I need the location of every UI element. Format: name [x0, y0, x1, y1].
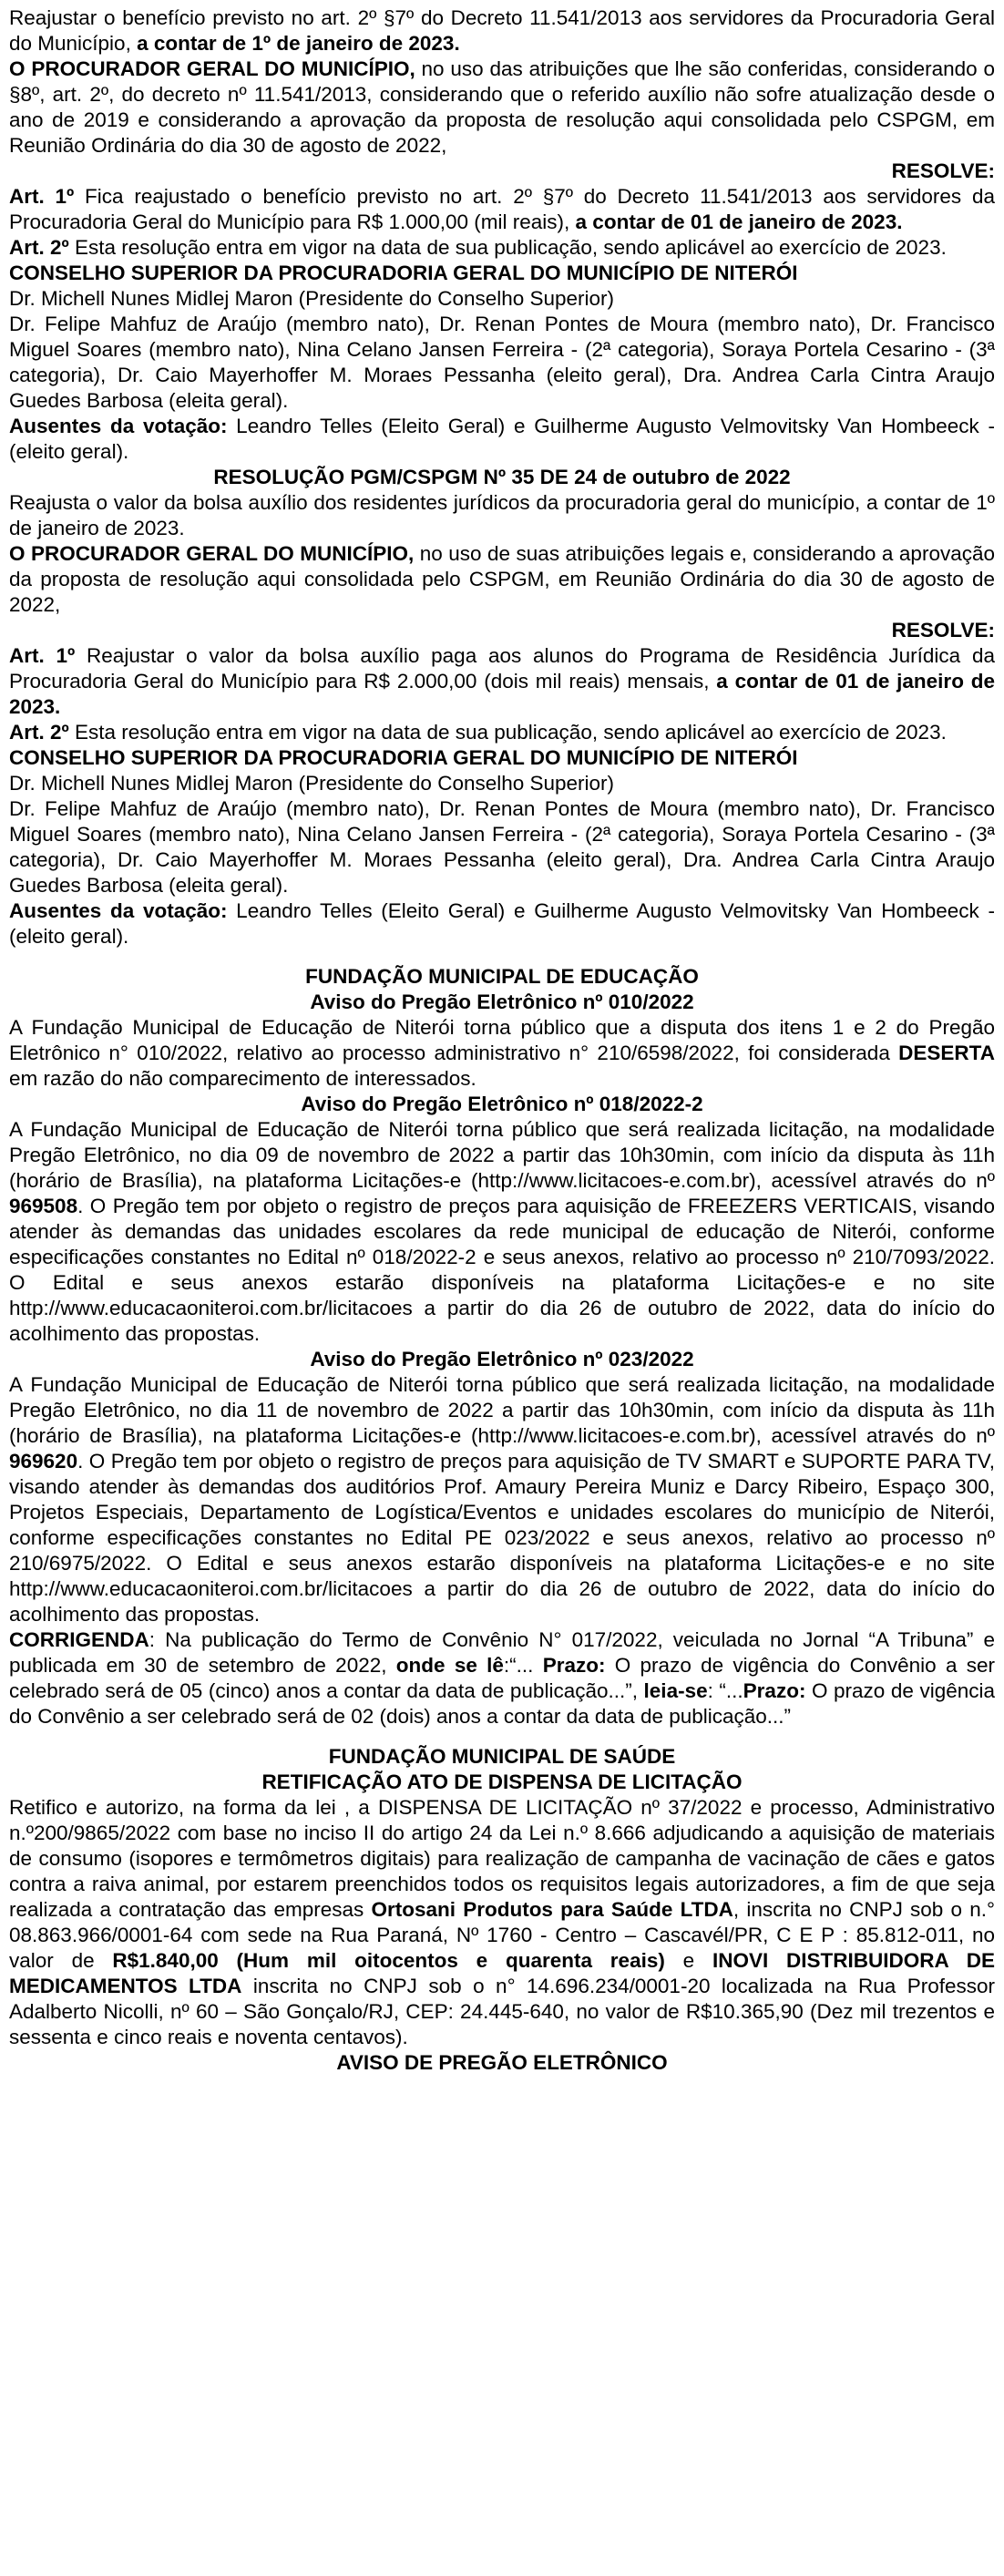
bold-text-run: onde se lê	[395, 1654, 504, 1677]
text-run: , inscrita no CNPJ sob o n.° 08.863.966/0001-64 com sede na Rua Paraná, Nº 1760 - Centro – Cascavél/PR, C E P : 85.812-011, no valor de	[9, 1898, 995, 1972]
text-run: Retifico e autorizo, na forma da lei , a DISPENSA DE LICITAÇÃO nº 37/2022 e processo, Administrativo n.º200/9865/2022 com base no inciso II do artigo 24 da Lei n.º 8.666 adjudicando a aquisição de materiais de consumo (isopores e termômetros digitais) para realização de campanha de vacinação de cães e gatos contra a raiva animal, por estarem preenchidos todos os requisitos legais autorizadores, a fim de que seja realizada a contratação das empresas	[9, 1796, 995, 1921]
text-run: inscrita no CNPJ sob o n° 14.696.234/0001-20 localizada na Rua Professor Adalberto Nicolli, nº 60 – São Gonçalo/RJ, CEP: 24.445-640, no valor de R$10.365,90 (Dez mil trezentos e sessenta e cinco reais e noventa centavos).	[9, 1975, 995, 2048]
bold-text-run: CORRIGENDA	[9, 1628, 149, 1651]
bold-text-run: 969620	[9, 1450, 78, 1473]
s4-next-title: AVISO DE PREGÃO ELETRÔNICO	[336, 2051, 668, 2074]
bold-text-run: Art. 1º	[9, 185, 75, 208]
bold-text-run: Art. 1º	[9, 644, 76, 667]
s3-org-heading: FUNDAÇÃO MUNICIPAL DE EDUCAÇÃO	[305, 965, 699, 988]
s2-members: Dr. Felipe Mahfuz de Araújo (membro nato), Dr. Renan Pontes de Moura (membro nato), Dr. Francisco Miguel Soares (membro nato), Nina Celano Jansen Ferreira - (2ª categoria), Soraya Portela Cesarino - (3ª categoria), Dr. Caio Mayerhoffer M. Moraes Pessanha (eleito geral), Dra. Andrea Carla Cintra Araujo Guedes Barbosa (eleita geral).	[9, 797, 995, 897]
s2-resolve: RESOLVE:	[891, 619, 995, 641]
text-run: . O Pregão tem por objeto o registro de preços para aquisição de TV SMART e SUPORTE PARA TV, visando atender às demandas dos auditórios Prof. Amaury Pereira Muniz e Darcy Ribeiro, Espaço 300, Projetos Especiais, Departamento de Logística/Eventos e unidades escolares do município de Niterói, conforme especificações constantes no Edital PE 023/2022 e seus anexos, relativo ao processo nº 210/6975/2022. O Edital e seus anexos estarão disponíveis na plataforma Licitações-e e no site http://www.educacaoniteroi.com.br/licitacoes a partir do dia 26 de outubro de 2022, data do início do acolhimento das propostas.	[9, 1450, 995, 1626]
text-run: Fica reajustado o benefício previsto no art. 2º §7º do Decreto 11.541/2013 aos servidores da Procuradoria Geral do Município para R$ 1.000,00 (mil reais),	[9, 185, 995, 233]
text-run: A Fundação Municipal de Educação de Niterói torna público que será realizada licitação, na modalidade Pregão Eletrônico, no dia 09 de novembro de 2022 a partir das 10h30min, com início da disputa às 11h (horário de Brasília), na plataforma Licitações-e (http://www.licitacoes-e.com.br), acessível através do nº	[9, 1118, 995, 1192]
bold-text-run: INOVI DISTRIBUIDORA DE MEDICAMENTOS LTDA	[9, 1949, 995, 1997]
text-run: e	[664, 1949, 712, 1972]
s3-notice-1-title: Aviso do Pregão Eletrônico nº 010/2022	[310, 990, 694, 1013]
text-run: Reajustar o benefício previsto no art. 2º §7º do Decreto 11.541/2013 aos servidores da Procuradoria Geral do Município,	[9, 6, 995, 55]
s1-president: Dr. Michell Nunes Midlej Maron (Presidente do Conselho Superior)	[9, 287, 615, 310]
bold-text-run: a contar de 01 de janeiro de 2023.	[575, 210, 903, 233]
text-run: . O Pregão tem por objeto o registro de preços para aquisição de FREEZERS VERTICAIS, visando atender às demandas das unidades escolares da rede municipal de educação de Niterói, conforme especificações constantes no Edital nº 018/2022-2 e seus anexos, relativo ao processo nº 210/7093/2022. O Edital e seus anexos estarão disponíveis na plataforma Licitações-e e no site http://www.educacaoniteroi.com.br/licitacoes a partir do dia 26 de outubro de 2022, data do início do acolhimento das propostas.	[9, 1195, 995, 1345]
s4-body	[9, 1795, 995, 2050]
s1-article-2	[9, 235, 995, 261]
text-run: no uso de suas atribuições legais e, considerando a aprovação da proposta de resolução aqui consolidada pelo CSPGM, em Reunião Ordinária do dia 30 de agosto de 2022,	[9, 542, 995, 616]
bold-text-run: leia-se	[643, 1679, 708, 1702]
s2-president: Dr. Michell Nunes Midlej Maron (Presidente do Conselho Superior)	[9, 772, 615, 795]
s3-notice-1-body	[9, 1015, 995, 1092]
text-run: : Na publicação do Termo de Convênio N° 017/2022, veiculada no Jornal “A Tribuna” e publicada em 30 de setembro de 2022,	[9, 1628, 995, 1677]
bold-text-run: a contar de 1º de janeiro de 2023.	[137, 32, 460, 55]
bold-text-run: Ausentes da votação:	[9, 899, 228, 922]
text-run: : “...	[707, 1679, 743, 1702]
s2-article-2	[9, 720, 995, 745]
s1-paragraph-1	[9, 5, 995, 56]
s3-notice-2-body	[9, 1117, 995, 1347]
bold-text-run: O PROCURADOR GERAL DO MUNICÍPIO,	[9, 542, 415, 565]
s2-article-1	[9, 643, 995, 720]
text-run: no uso das atribuições que lhe são conferidas, considerando o §8º, art. 2º, do decreto nº 11.541/2013, considerando que o referido auxílio não sofre atualização desde o ano de 2019 e considerando a aprovação da proposta de resolução aqui consolidada pelo CSPGM, em Reunião Ordinária do dia 30 de agosto de 2022,	[9, 57, 995, 157]
text-run: :“...	[503, 1654, 543, 1677]
text-run: Reajustar o valor da bolsa auxílio paga aos alunos do Programa de Residência Jurídica da Procuradoria Geral do Município para R$ 2.000,00 (dois mil reais) mensais,	[9, 644, 995, 693]
text-run: Leandro Telles (Eleito Geral) e Guilherme Augusto Velmovitsky Van Hombeeck - (eleito geral).	[9, 415, 995, 463]
bold-text-run: Ortosani Produtos para Saúde LTDA	[371, 1898, 733, 1921]
bold-text-run: Prazo:	[743, 1679, 806, 1702]
bold-text-run: Prazo:	[542, 1654, 606, 1677]
bold-text-run: R$1.840,00 (Hum mil oitocentos e quarenta reais)	[112, 1949, 665, 1972]
text-run: O prazo de vigência do Convênio a ser celebrado será de 05 (cinco) anos a contar da data de publicação...”,	[9, 1654, 996, 1702]
text-run: A Fundação Municipal de Educação de Niterói torna público que a disputa dos itens 1 e 2 do Pregão Eletrônico n° 010/2022, relativo ao processo administrativo n° 210/6598/2022, foi considerada	[9, 1016, 995, 1064]
bold-text-run: 969508	[9, 1195, 78, 1217]
text-run: Esta resolução entra em vigor na data de sua publicação, sendo aplicável ao exercício de 2023.	[68, 236, 947, 259]
text-run: Esta resolução entra em vigor na data de sua publicação, sendo aplicável ao exercício de 2023.	[68, 721, 947, 744]
s2-council-heading: CONSELHO SUPERIOR DA PROCURADORIA GERAL DO MUNICÍPIO DE NITERÓI	[9, 746, 798, 769]
s3-notice-2-title: Aviso do Pregão Eletrônico nº 018/2022-2	[301, 1093, 703, 1115]
s1-paragraph-2	[9, 56, 995, 159]
bold-text-run: Art. 2º	[9, 721, 69, 744]
s1-absent	[9, 414, 995, 465]
s4-org-heading: FUNDAÇÃO MUNICIPAL DE SAÚDE	[328, 1745, 676, 1768]
text-run: A Fundação Municipal de Educação de Niterói torna público que será realizada licitação, na modalidade Pregão Eletrônico, no dia 11 de novembro de 2022 a partir das 10h30min, com início da disputa às 11h (horário de Brasília), na plataforma Licitações-e (http://www.licitacoes-e.com.br), acessível através do nº	[9, 1373, 995, 1447]
text-run: em razão do não comparecimento de interessados.	[9, 1067, 476, 1090]
s1-article-1	[9, 184, 995, 235]
text-run: Leandro Telles (Eleito Geral) e Guilherme Augusto Velmovitsky Van Hombeeck - (eleito geral).	[9, 899, 995, 948]
s2-absent	[9, 898, 995, 949]
bold-text-run: Ausentes da votação:	[9, 415, 228, 437]
bold-text-run: a contar de 01 de janeiro de 2023.	[9, 670, 996, 718]
s1-members: Dr. Felipe Mahfuz de Araújo (membro nato), Dr. Renan Pontes de Moura (membro nato), Dr. Francisco Miguel Soares (membro nato), Nina Celano Jansen Ferreira - (2ª categoria), Soraya Portela Cesarino - (3ª categoria), Dr. Caio Mayerhoffer M. Moraes Pessanha (eleito geral), Dra. Andrea Carla Cintra Araujo Guedes Barbosa (eleita geral).	[9, 313, 995, 412]
s1-resolve: RESOLVE:	[891, 159, 995, 182]
s2-summary: Reajusta o valor da bolsa auxílio dos residentes jurídicos da procuradoria geral do município, a contar de 1º de janeiro de 2023.	[9, 491, 995, 539]
s2-paragraph-2	[9, 541, 995, 618]
s3-corrigenda	[9, 1627, 995, 1729]
s3-notice-3-body	[9, 1372, 995, 1627]
bold-text-run: Art. 2º	[9, 236, 69, 259]
s1-council-heading: CONSELHO SUPERIOR DA PROCURADORIA GERAL DO MUNICÍPIO DE NITERÓI	[9, 262, 798, 284]
s2-resolution-title: RESOLUÇÃO PGM/CSPGM Nº 35 DE 24 de outubro de 2022	[213, 466, 791, 488]
bold-text-run: DESERTA	[898, 1042, 995, 1064]
s3-notice-3-title: Aviso do Pregão Eletrônico nº 023/2022	[310, 1348, 694, 1370]
text-run: O prazo de vigência do Convênio a ser celebrado será de 02 (dois) anos a contar da data de publicação...”	[9, 1679, 996, 1728]
bold-text-run: O PROCURADOR GERAL DO MUNICÍPIO,	[9, 57, 415, 80]
s4-title: RETIFICAÇÃO ATO DE DISPENSA DE LICITAÇÃO	[261, 1770, 743, 1793]
